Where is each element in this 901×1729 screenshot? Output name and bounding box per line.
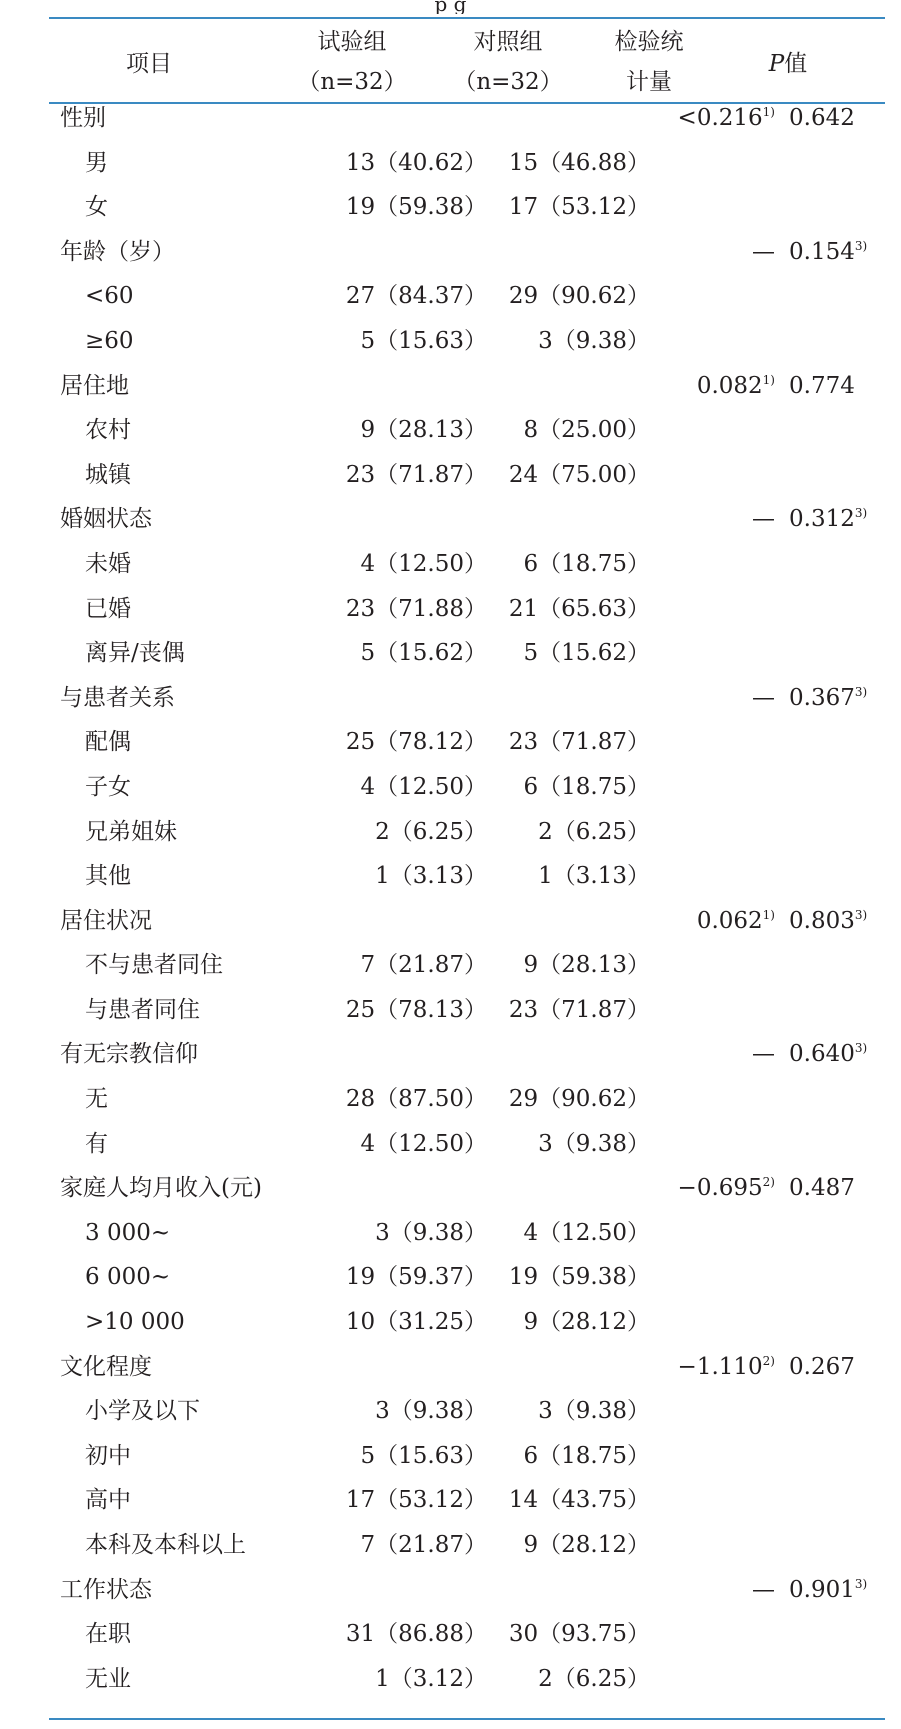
table-row-subitem — [49, 185, 885, 230]
cell-g1: 13（40.62） — [345, 149, 487, 176]
cell-p-footnote: 3) — [854, 238, 868, 253]
cell-stat-footnote: 1) — [762, 372, 775, 387]
cell-stat: $-0.695^{2)}$ — [677, 1175, 775, 1202]
table-row-category — [49, 1568, 885, 1613]
cell-g2: 2（6.25） — [538, 818, 650, 845]
cell-p-footnote: 3) — [854, 506, 868, 521]
table-row-subitem — [49, 1389, 885, 1434]
header-statistic-line2: 计量 — [626, 69, 672, 95]
cell-p: 0.154$^{3)}$ — [789, 238, 868, 265]
cell-label: 农村 — [85, 417, 131, 444]
cell-stat-footnote: 1) — [762, 907, 775, 922]
cell-g2: 4（12.50） — [523, 1219, 650, 1246]
cell-g1: 17（53.12） — [345, 1487, 487, 1514]
cell-g2: 5（15.62） — [523, 640, 650, 667]
table-row-subitem — [49, 810, 885, 855]
header-group1-n: （n=32） — [297, 69, 407, 95]
table-row-subitem — [49, 141, 885, 186]
cell-g1: 4（12.50） — [360, 550, 487, 577]
table-row-subitem — [49, 453, 885, 498]
cell-g1: 23（71.87） — [345, 461, 487, 488]
cell-label: 性别 — [60, 105, 106, 131]
cell-p: 0.640$^{3)}$ — [789, 1041, 868, 1068]
table-row-subitem — [49, 1523, 885, 1568]
cell-label: 初中 — [85, 1442, 131, 1469]
cell-g1: 1（3.13） — [375, 863, 487, 890]
table-row-subitem — [49, 720, 885, 765]
table-row-category — [49, 96, 885, 141]
cell-label: 高中 — [85, 1487, 131, 1514]
cell-g1: 23（71.88） — [345, 595, 487, 622]
cell-stat: — — [752, 506, 775, 533]
bottom-rule — [49, 1718, 885, 1720]
cell-label: 与患者关系 — [60, 684, 175, 711]
table-row-subitem — [49, 943, 885, 988]
cell-g1: 5（15.63） — [360, 1442, 487, 1469]
cell-g2: 9（28.13） — [523, 952, 650, 979]
cell-g2: 1（3.13） — [538, 863, 650, 890]
cell-label: 男 — [85, 149, 108, 176]
cell-p: 0.367$^{3)}$ — [789, 684, 868, 711]
table-row-category — [49, 1032, 885, 1077]
cell-g2: 17（53.12） — [508, 194, 650, 221]
cell-g1: 27（84.37） — [345, 283, 487, 310]
cell-stat: $<0.216^{1)}$ — [677, 105, 775, 131]
cell-p: 0.901$^{3)}$ — [789, 1576, 868, 1603]
cell-label: 工作状态 — [60, 1576, 152, 1603]
header-p-suffix: 值 — [784, 51, 808, 77]
cell-p: 0.267 — [789, 1353, 855, 1380]
cell-g1: 4（12.50） — [360, 773, 487, 800]
cell-g2: 6（18.75） — [523, 1442, 650, 1469]
cell-stat-footnote: 2) — [762, 1353, 775, 1368]
table-row-subitem — [49, 1077, 885, 1122]
cell-g2: 8（25.00） — [523, 417, 650, 444]
table-row-category — [49, 899, 885, 944]
cell-label: 无业 — [85, 1665, 131, 1692]
cell-label: 婚姻状态 — [60, 506, 152, 533]
cell-label: 家庭人均月收入(元) — [60, 1175, 262, 1202]
cell-g1: 25（78.12） — [345, 729, 487, 756]
cell-label: <60 — [85, 283, 134, 310]
table-row-subitem — [49, 631, 885, 676]
cell-label: 女 — [85, 194, 108, 221]
cell-stat: — — [752, 1041, 775, 1068]
cell-p-footnote: 3) — [854, 1041, 868, 1056]
table-body — [49, 96, 885, 1701]
header-p-italic: P — [768, 51, 785, 77]
cell-g2: 23（71.87） — [508, 729, 650, 756]
cell-label: 有 — [85, 1130, 108, 1157]
cell-stat-footnote: 1) — [762, 105, 775, 119]
table-row-subitem — [49, 1122, 885, 1167]
cell-g2: 2（6.25） — [538, 1665, 650, 1692]
table-row-category — [49, 1166, 885, 1211]
cell-label: 年龄（岁） — [60, 238, 175, 265]
cell-g2: 29（90.62） — [508, 283, 650, 310]
table-row-subitem — [49, 542, 885, 587]
cell-g1: 19（59.37） — [345, 1264, 487, 1291]
cell-g1: 7（21.87） — [360, 952, 487, 979]
cell-stat: — — [752, 238, 775, 265]
cell-label: 本科及本科以上 — [85, 1532, 246, 1558]
cell-g2: 30（93.75） — [508, 1621, 650, 1648]
table-row-subitem — [49, 274, 885, 319]
cell-label: 6 000~ — [85, 1264, 171, 1291]
table-row-category — [49, 230, 885, 275]
cell-g2: 21（65.63） — [508, 595, 650, 622]
header-item: 项目 — [126, 51, 172, 77]
table-row-subitem — [49, 1211, 885, 1256]
cell-label: >10 000 — [85, 1309, 185, 1336]
cell-label: 小学及以下 — [85, 1398, 200, 1425]
header-group1-name: 试验组 — [317, 29, 387, 55]
cell-label: 城镇 — [85, 461, 131, 488]
cell-g1: 5（15.63） — [360, 327, 487, 354]
cell-label: 兄弟姐妹 — [85, 818, 177, 845]
cell-g1: 3（9.38） — [375, 1219, 487, 1246]
cell-g1: 19（59.38） — [345, 194, 487, 221]
table-row-subitem — [49, 319, 885, 364]
cell-g1: 7（21.87） — [360, 1532, 487, 1558]
cell-p-footnote: 3) — [854, 1576, 868, 1591]
cell-g2: 29（90.62） — [508, 1086, 650, 1113]
cell-stat: — — [752, 1576, 775, 1603]
table-row-subitem — [49, 988, 885, 1033]
table-row-subitem — [49, 1434, 885, 1479]
cell-stat: — — [752, 684, 775, 711]
cell-stat: $-1.110^{2)}$ — [677, 1353, 775, 1380]
cell-label: 与患者同住 — [85, 996, 200, 1023]
cell-p: 0.803$^{3)}$ — [789, 907, 868, 934]
cell-g2: 19（59.38） — [508, 1264, 650, 1291]
table-row-category — [49, 497, 885, 542]
cell-stat: 0.082$^{1)}$ — [696, 372, 775, 399]
cell-g2: 9（28.12） — [523, 1532, 650, 1558]
cell-g1: 25（78.13） — [345, 996, 487, 1023]
table-row-subitem — [49, 1300, 885, 1345]
cell-label: 已婚 — [85, 595, 131, 622]
cell-label: 3 000~ — [85, 1219, 171, 1246]
table-row-subitem — [49, 1657, 885, 1702]
cell-g1: 9（28.13） — [360, 417, 487, 444]
cell-g1: 1（3.12） — [375, 1665, 487, 1692]
data-table — [49, 18, 885, 1692]
table-row-subitem — [49, 587, 885, 632]
cell-label: 不与患者同住 — [85, 952, 223, 979]
header-p-value — [713, 44, 863, 84]
cell-g2: 6（18.75） — [523, 550, 650, 577]
cell-label: 居住地 — [60, 372, 129, 399]
cell-g1: 10（31.25） — [345, 1309, 487, 1336]
cell-g2: 14（43.75） — [508, 1487, 650, 1514]
cell-p-footnote: 3) — [854, 684, 868, 699]
cell-p: 0.774 — [789, 372, 855, 399]
cell-p: 0.312$^{3)}$ — [789, 506, 868, 533]
cell-p: 0.487 — [789, 1175, 855, 1202]
header-group1 — [277, 22, 427, 102]
cell-g1: 3（9.38） — [375, 1398, 487, 1425]
cell-label: 无 — [85, 1086, 108, 1113]
cell-p-footnote: 3) — [854, 907, 868, 922]
cell-stat-footnote: 2) — [762, 1175, 775, 1190]
cell-g2: 9（28.12） — [523, 1309, 650, 1336]
table-row-subitem — [49, 765, 885, 810]
table-row-subitem — [49, 1478, 885, 1523]
cell-label: 在职 — [85, 1621, 131, 1648]
cell-label: 居住状况 — [60, 907, 152, 934]
table-row-subitem — [49, 1255, 885, 1300]
cell-label: 未婚 — [85, 550, 131, 577]
cell-label: 配偶 — [85, 729, 131, 756]
cell-stat: 0.062$^{1)}$ — [696, 907, 775, 934]
header-group2-n: （n=32） — [453, 69, 563, 95]
caption-fragment: p g — [434, 0, 467, 14]
table-row-subitem — [49, 1612, 885, 1657]
cell-g2: 3（9.38） — [538, 1398, 650, 1425]
cell-g2: 23（71.87） — [508, 996, 650, 1023]
cell-label: 文化程度 — [60, 1353, 152, 1380]
cell-g2: 3（9.38） — [538, 327, 650, 354]
cell-label: 其他 — [85, 863, 131, 890]
header-group2 — [433, 22, 583, 102]
table-row-category — [49, 1345, 885, 1390]
table-row-category — [49, 364, 885, 409]
cell-p: 0.642 — [789, 105, 855, 131]
cell-label: 子女 — [85, 773, 131, 800]
cell-g1: 28（87.50） — [345, 1086, 487, 1113]
table-row-subitem — [49, 408, 885, 453]
table-row-category — [49, 676, 885, 721]
cell-g1: 31（86.88） — [345, 1621, 487, 1648]
header-group2-name: 对照组 — [473, 29, 543, 55]
cell-g1: 5（15.62） — [360, 640, 487, 667]
cell-g2: 15（46.88） — [508, 149, 650, 176]
header-statistic-line1: 检验统 — [614, 29, 684, 55]
cell-g1: 2（6.25） — [375, 818, 487, 845]
header-statistic — [589, 22, 709, 102]
cell-label: 离异/丧偶 — [85, 640, 185, 667]
cell-g1: 4（12.50） — [360, 1130, 487, 1157]
cell-label: 有无宗教信仰 — [60, 1041, 198, 1068]
cell-g2: 24（75.00） — [508, 461, 650, 488]
table-row-subitem — [49, 854, 885, 899]
cell-label: ≥60 — [85, 327, 134, 354]
cell-g2: 3（9.38） — [538, 1130, 650, 1157]
cell-g2: 6（18.75） — [523, 773, 650, 800]
